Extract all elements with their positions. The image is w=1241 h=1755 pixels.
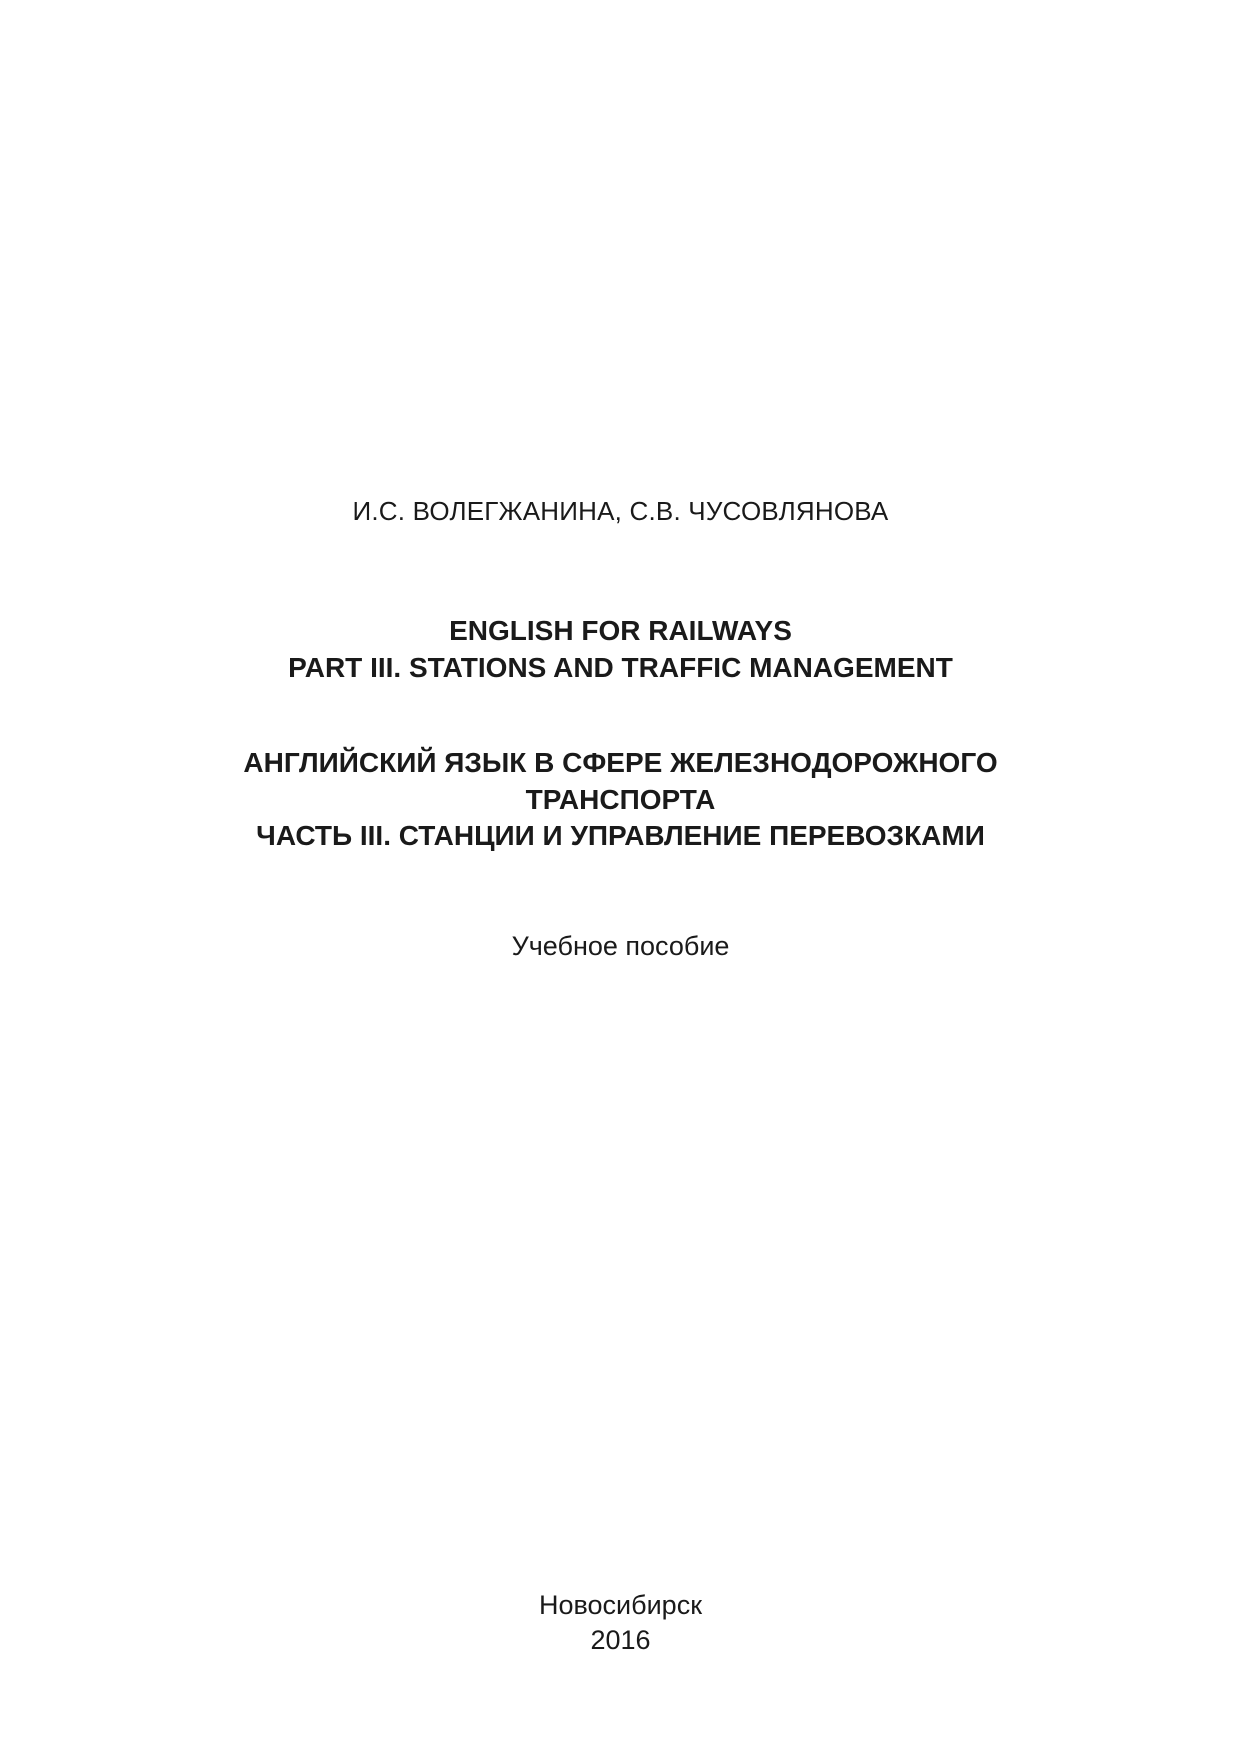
document-type: Учебное пособие bbox=[511, 931, 730, 961]
publication-year: 2016 bbox=[590, 1625, 651, 1655]
english-title-line-1: ENGLISH FOR RAILWAYS bbox=[449, 615, 792, 646]
russian-title-line-2: ТРАНСПОРТА bbox=[525, 784, 716, 815]
publication-city: Новосибирск bbox=[538, 1590, 703, 1620]
russian-title-line-3: ЧАСТЬ III. СТАНЦИИ И УПРАВЛЕНИЕ ПЕРЕВОЗКАМИ bbox=[256, 820, 985, 851]
russian-title-line-1: АНГЛИЙСКИЙ ЯЗЫК В СФЕРЕ ЖЕЛЕЗНОДОРОЖНОГО bbox=[243, 747, 998, 778]
english-title-line-2: PART III. STATIONS AND TRAFFIC MANAGEMENT bbox=[288, 652, 953, 683]
authors: И.С. ВОЛЕГЖАНИНА, С.В. ЧУСОВЛЯНОВА bbox=[352, 496, 889, 526]
